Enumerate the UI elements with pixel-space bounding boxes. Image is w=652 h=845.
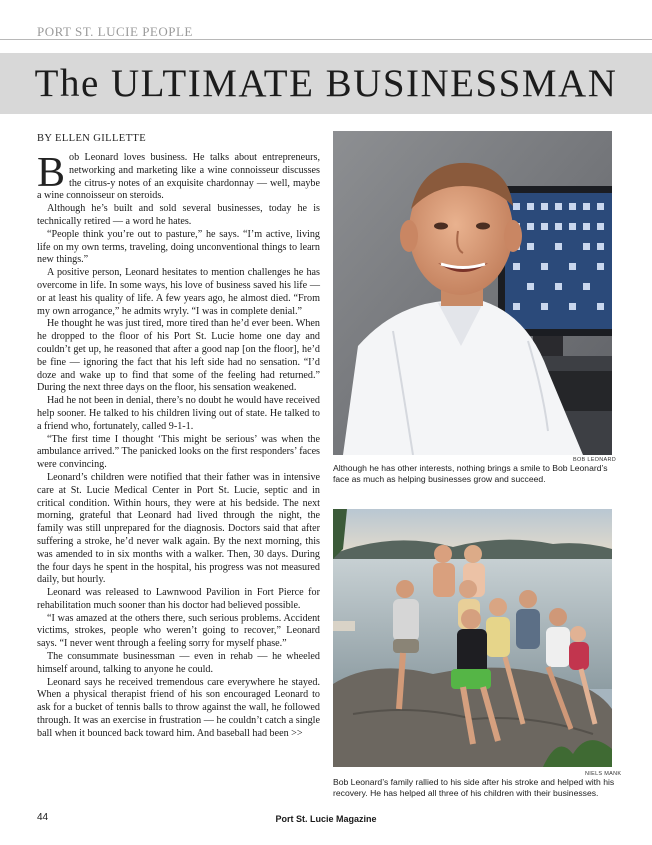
photo-credit: BOB LEONARD xyxy=(573,457,617,463)
photo-caption: Although he has other interests, nothing brings a smile to Bob Leonard’s face as much as helping businesses grow and succeed. xyxy=(333,463,608,484)
title-band xyxy=(0,53,652,114)
paragraph: “I was amazed at the others there, such serious problems. Accident victims, strokes, people who weren’t going to recover,” Leonard says. “I never went through a feeling sorry for myself phase.” xyxy=(37,612,320,650)
family-photo xyxy=(333,509,612,767)
paragraph: He thought he was just tired, more tired than he’d ever been. When he dropped to the floor of his Port St. Lucie home one day and couldn’t get up, he reasoned that after a good nap [on the floor], he’d be fine — ignoring the fact that his left side had no sensation. “I’d doze and wake up to find that some of the feeling had returned.” During the next three days on the floor, his sensation weakened. xyxy=(37,318,320,394)
lead-paragraph xyxy=(37,152,320,203)
paragraph: Although he’s built and sold several businesses, today he is technically retired — a word he hates. xyxy=(37,203,320,227)
paragraph: “The first time I thought ‘This might be serious’ was when the ambulance arrived.” The panicked looks on the first responders’ faces were convincing. xyxy=(37,433,320,471)
article-title: The ULTIMATE BUSINESSMAN xyxy=(34,62,618,105)
portrait-illustration xyxy=(333,131,612,455)
page-number: 44 xyxy=(37,812,49,823)
paragraph: Had he not been in denial, there’s no doubt he would have received help sooner. He talked to his children living out of state. He talked to a friend who, fortunately, called 9-1-1. xyxy=(37,395,320,432)
photo-caption: Bob Leonard’s family rallied to his side after his stroke and helped with his recovery. He has helped all three of his children with their businesses. xyxy=(333,777,615,798)
portrait-photo xyxy=(333,131,612,455)
byline: BY ELLEN GILLETTE xyxy=(37,133,147,144)
paragraph: Leonard’s children were notified that their father was in intensive care at St. Lucie Medical Center in Port St. Lucie, septic and in critical condition. Within hours, they were at his bedside. The next morning, grateful that Leonard had lived through the night, the family was still unprepared for the diagnosis. Doctors said that after suffering a stroke, he’d never walk again. By the next morning, this was amended to in six months with a walker. Then, 30 days. During the four days he spent in the hospital, his progress was not measured daily, but hourly. xyxy=(37,471,320,586)
magazine-name: Port St. Lucie Magazine xyxy=(275,814,377,824)
photo-credit: NIELS MANK xyxy=(585,771,622,777)
paragraph: “People think you’re out to pasture,” he says. “I’m active, living life on my own terms, traveling, doing unconventional things to learn new things.” xyxy=(37,228,320,266)
paragraph: Leonard was released to Lawnwood Pavilion in Fort Pierce for rehabilitation much sooner than his doctor had believed possible. xyxy=(37,587,320,611)
paragraph: Leonard says he received tremendous care everywhere he stayed. When a physical therapist friend of his son encouraged Leonard to ask for a bucket of tennis balls to throw against the wall, he followed through. It was an exercise in frustration — he couldn’t catch a single ball when it bounced back toward him. And baseball had been >> xyxy=(37,676,320,739)
family-illustration xyxy=(333,509,612,767)
article-body xyxy=(37,152,320,741)
drop-cap: B xyxy=(37,150,66,196)
paragraph: A positive person, Leonard hesitates to mention challenges he has overcome in life. In some ways, his love of business saved his life — or at least his quality of life. A few years ago, he almost died. “From my own arrogance,” he admits wryly. “I was in complete denial.” xyxy=(37,267,320,317)
section-label: PORT ST. LUCIE PEOPLE xyxy=(37,24,193,39)
top-rule xyxy=(0,39,652,40)
lead-text: ob Leonard loves business. He talks about entrepreneurs, networking and marketing like a wine connoisseur discusses the citrus-y notes of an exquisite chardonnay — well, maybe a wine connoisseur on steroids. xyxy=(37,152,320,202)
paragraph: The consummate businessman — even in rehab — he wheeled himself around, talking to anyone he could. xyxy=(37,651,320,675)
